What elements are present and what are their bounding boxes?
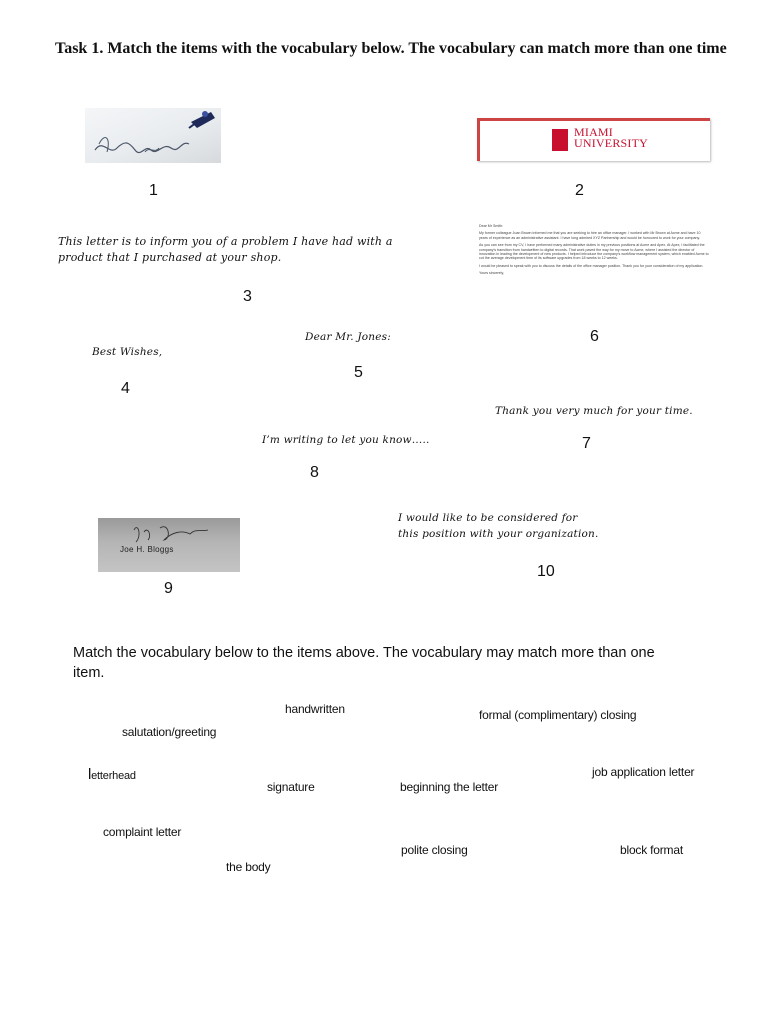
item-10-text: I would like to be considered for this position with your organization.: [398, 512, 599, 540]
university-seal-icon: [552, 129, 568, 151]
vocab-the-body: the body: [226, 860, 271, 874]
task-title: Task 1. Match the items with the vocabulary below. The vocabulary can match more than one time: [55, 40, 727, 57]
item-5-text: Dear Mr. Jones:: [305, 331, 391, 343]
item-3-text: This letter is to inform you of a problem I have had with a product that I purchased at your shop.: [58, 235, 393, 264]
handwriting-sincerely-graphic: [85, 108, 221, 163]
item-9-signature-image: [98, 518, 240, 572]
item-number-2: 2: [575, 182, 584, 199]
vocab-block-format: block format: [620, 843, 683, 857]
vocab-polite-closing: polite closing: [401, 843, 468, 857]
item-number-1: 1: [149, 182, 158, 199]
vocab-job-application-letter: job application letter: [592, 765, 695, 779]
item-1-image: [85, 108, 221, 163]
item-number-9: 9: [164, 580, 173, 597]
vocab-handwritten: handwritten: [285, 702, 345, 716]
item-number-10: 10: [537, 563, 555, 580]
item-number-3: 3: [243, 288, 252, 305]
item-number-7: 7: [582, 435, 591, 452]
item-7-text: Thank you very much for your time.: [495, 405, 693, 417]
item-2-letterhead-image: [477, 118, 710, 161]
item-number-8: 8: [310, 464, 319, 481]
item-8-text: I’m writing to let you know…..: [262, 434, 430, 446]
vocab-beginning-the-letter: beginning the letter: [400, 780, 499, 794]
vocab-salutation: salutation/greeting: [122, 725, 217, 739]
item-number-4: 4: [121, 380, 130, 397]
item-6-letter-image: Dear Mr Smith: My former colleague Juan Brown informed me that you are seeking to hire an office manager. I worked with Mr Brown at Acme and have 10 years of experience as an administrative assistant. I have long admired XYZ Partnership and would be honoured to work for your company. As you can see from my CV, I have performed many administrative duties in my previous positions at Acme and Apex. At Apex, I facilitated the company's transition from handwritten to digital records. That work paved the way for my move to Acme, where I assisted the director of innovation in leading the development of new products. I helped introduce the company's workflow management system, which enabled Acme to cut the average development time of its software upgrades from 18 weeks to 12 weeks. I would be pleased to speak with you to discuss the details of the office manager position. Thank you for your consideration of my application. Yours sincerely,: [479, 224, 709, 316]
vocab-formal-closing: formal (complimentary) closing: [479, 708, 637, 722]
vocab-complaint-letter: complaint letter: [103, 825, 182, 839]
item-4-text: Best Wishes,: [92, 346, 163, 358]
vocab-signature: signature: [267, 780, 315, 794]
item-number-5: 5: [354, 364, 363, 381]
vocabulary-instructions: Match the vocabulary below to the items above. The vocabulary may match more than one item.: [73, 645, 655, 681]
item-number-6: 6: [590, 328, 599, 345]
signature-printed-name: Joe H. Bloggs: [120, 545, 174, 554]
vocab-letterhead: letterhead: [88, 766, 136, 783]
letterhead-name: MIAMI UNIVERSITY: [574, 125, 648, 150]
